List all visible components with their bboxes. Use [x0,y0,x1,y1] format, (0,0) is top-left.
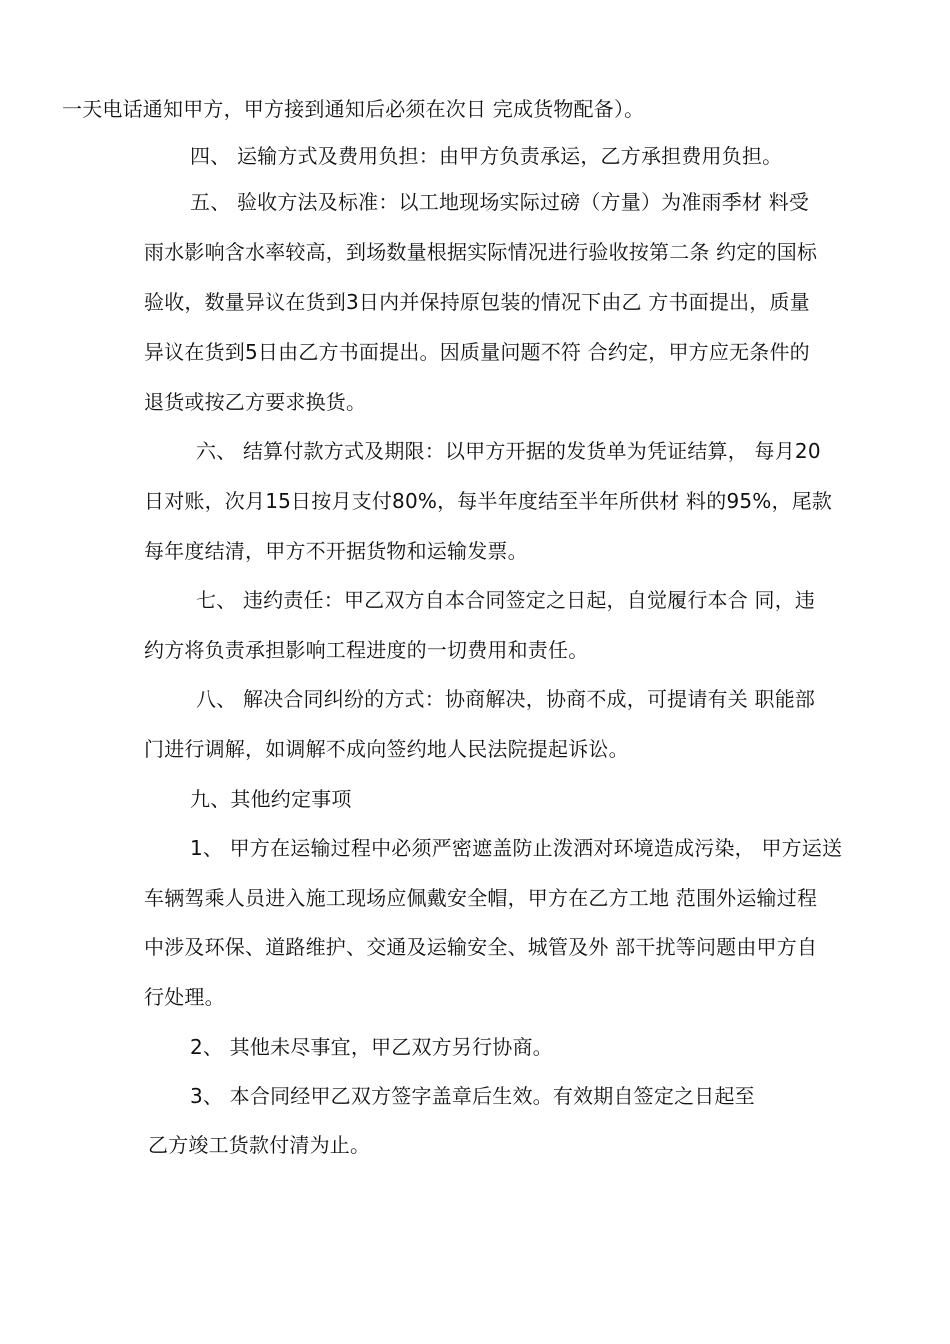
text-line: 1、 甲方在运输过程中必须严密遮盖防止泼洒对环境造成污染， 甲方运送 [190,836,843,860]
text-line: 3、 本合同经甲乙双方签字盖章后生效。有效期自签定之日起至 [190,1084,755,1108]
text-line: 四、 运输方式及费用负担：由甲方负责承运，乙方承担费用负担。 [190,144,783,168]
text-line: 一天电话通知甲方，甲方接到通知后必须在次日 完成货物配备）。 [62,97,645,121]
text-line: 六、 结算付款方式及期限：以甲方开据的发货单为凭证结算， 每月20 [196,439,821,463]
text-line: 车辆驾乘人员进入施工现场应佩戴安全帽，甲方在乙方工地 范围外运输过程 [144,886,818,910]
text-line: 行处理。 [144,985,225,1009]
text-line: 异议在货到5日由乙方书面提出。因质量问题不符 合约定，甲方应无条件的 [144,340,810,364]
text-line: 乙方竣工货款付清为止。 [148,1133,371,1157]
text-line: 日对账，次月15日按月支付80%，每半年度结至半年所供材 料的95%，尾款 [144,489,833,513]
text-line: 验收，数量异议在货到3日内并保持原包装的情况下由乙 方书面提出，质量 [144,290,810,314]
text-line: 中涉及环保、道路维护、交通及运输安全、城管及外 部干扰等问题由甲方自 [144,935,818,959]
text-line: 七、 违约责任：甲乙双方自本合同签定之日起，自觉履行本合 同，违 [196,588,816,612]
text-line: 退货或按乙方要求换货。 [144,390,367,414]
section-heading: 九、其他约定事项 [190,787,352,811]
text-line: 2、 其他未尽事宜，甲乙双方另行协商。 [190,1035,553,1059]
text-line: 雨水影响含水率较高，到场数量根据实际情况进行验收按第二条 约定的国标 [144,240,818,264]
text-line: 五、 验收方法及标准：以工地现场实际过磅（方量）为准雨季材 料受 [190,190,810,214]
text-line: 八、 解决合同纠纷的方式：协商解决，协商不成，可提请有关 职能部 [196,687,816,711]
text-line: 门进行调解，如调解不成向签约地人民法院提起诉讼。 [144,737,629,761]
text-line: 每年度结清，甲方不开据货物和运输发票。 [144,539,528,563]
text-line: 约方将负责承担影响工程进度的一切费用和责任。 [144,638,589,662]
